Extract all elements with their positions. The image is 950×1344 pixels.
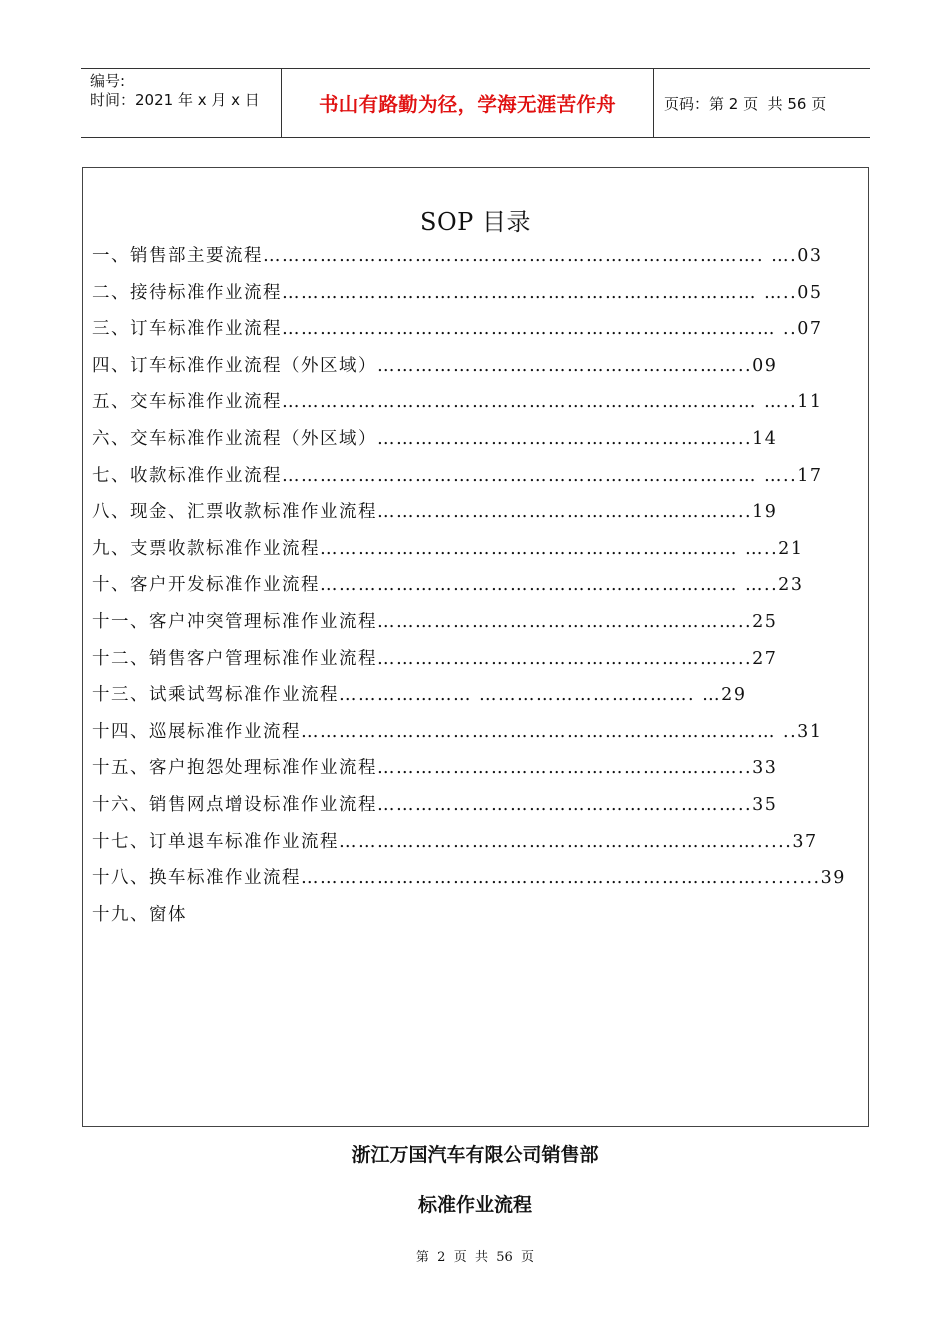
toc-entry[interactable]: 五、交车标准作业流程………………………………………………………………… …..11 [92, 392, 823, 413]
toc-entry[interactable]: 三、订车标准作业流程…………………………………………………………………… ..07 [92, 319, 823, 340]
header-meta-cell [81, 69, 281, 137]
toc-entry[interactable]: 二、接待标准作业流程………………………………………………………………… …..05 [92, 282, 823, 303]
number-label: 编号: [90, 72, 126, 90]
toc-list [92, 238, 852, 933]
toc-entry[interactable]: 十八、换车标准作业流程……………………………………………………………….........39 [92, 868, 846, 889]
toc-entry[interactable]: 十一、客户冲突管理标准作业流程…………………………………………………..25 [92, 611, 778, 632]
motto-text: 书山有路勤为径，学海无涯苦作舟 [318, 93, 616, 116]
toc-entry[interactable]: 十二、销售客户管理标准作业流程…………………………………………………..27 [92, 648, 778, 669]
toc-title: SOP 目录 [420, 208, 531, 236]
toc-entry[interactable]: 十七、订单退车标准作业流程………………………………………………………….....37 [92, 831, 818, 852]
motto-cell [281, 69, 654, 137]
toc-entry[interactable]: 十四、巡展标准作业流程………………………………………………………………… ..31 [92, 721, 823, 742]
toc-entry[interactable]: 十三、试乘试驾标准作业流程………………… ……………………………. …29 [92, 685, 747, 706]
header-table [81, 68, 870, 138]
document-subtitle: 标准作业流程 [417, 1194, 532, 1216]
toc-entry[interactable]: 十五、客户抱怨处理标准作业流程…………………………………………………..33 [92, 758, 778, 779]
toc-entry[interactable]: 六、交车标准作业流程（外区域）…………………………………………………..14 [92, 428, 778, 449]
toc-entry[interactable]: 十、客户开发标准作业流程………………………………………………………… …..23 [92, 575, 804, 596]
toc-entry[interactable]: 九、支票收款标准作业流程………………………………………………………… …..21 [92, 538, 804, 559]
toc-entry[interactable]: 十六、销售网点增设标准作业流程…………………………………………………..35 [92, 794, 778, 815]
page-info-text: 页码：第 2 页 共 56 页 [664, 94, 827, 113]
toc-entry[interactable]: 八、现金、汇票收款标准作业流程…………………………………………………..19 [92, 502, 778, 523]
company-name: 浙江万国汽车有限公司销售部 [351, 1144, 599, 1166]
toc-entry[interactable]: 四、订车标准作业流程（外区域）…………………………………………………..09 [92, 355, 778, 376]
page-footer: 第 2 页 共 56 页 [415, 1250, 535, 1265]
toc-entry[interactable]: 十九、窗体 [92, 904, 187, 925]
toc-entry[interactable]: 一、销售部主要流程……………………………………………………………………. ….03 [92, 246, 823, 266]
toc-entry[interactable]: 七、收款标准作业流程………………………………………………………………… …..17 [92, 465, 823, 486]
page-info-cell [654, 69, 870, 137]
time-label: 时间：2021 年 x 月 x 日 [90, 91, 260, 109]
table-of-contents [82, 167, 869, 1127]
